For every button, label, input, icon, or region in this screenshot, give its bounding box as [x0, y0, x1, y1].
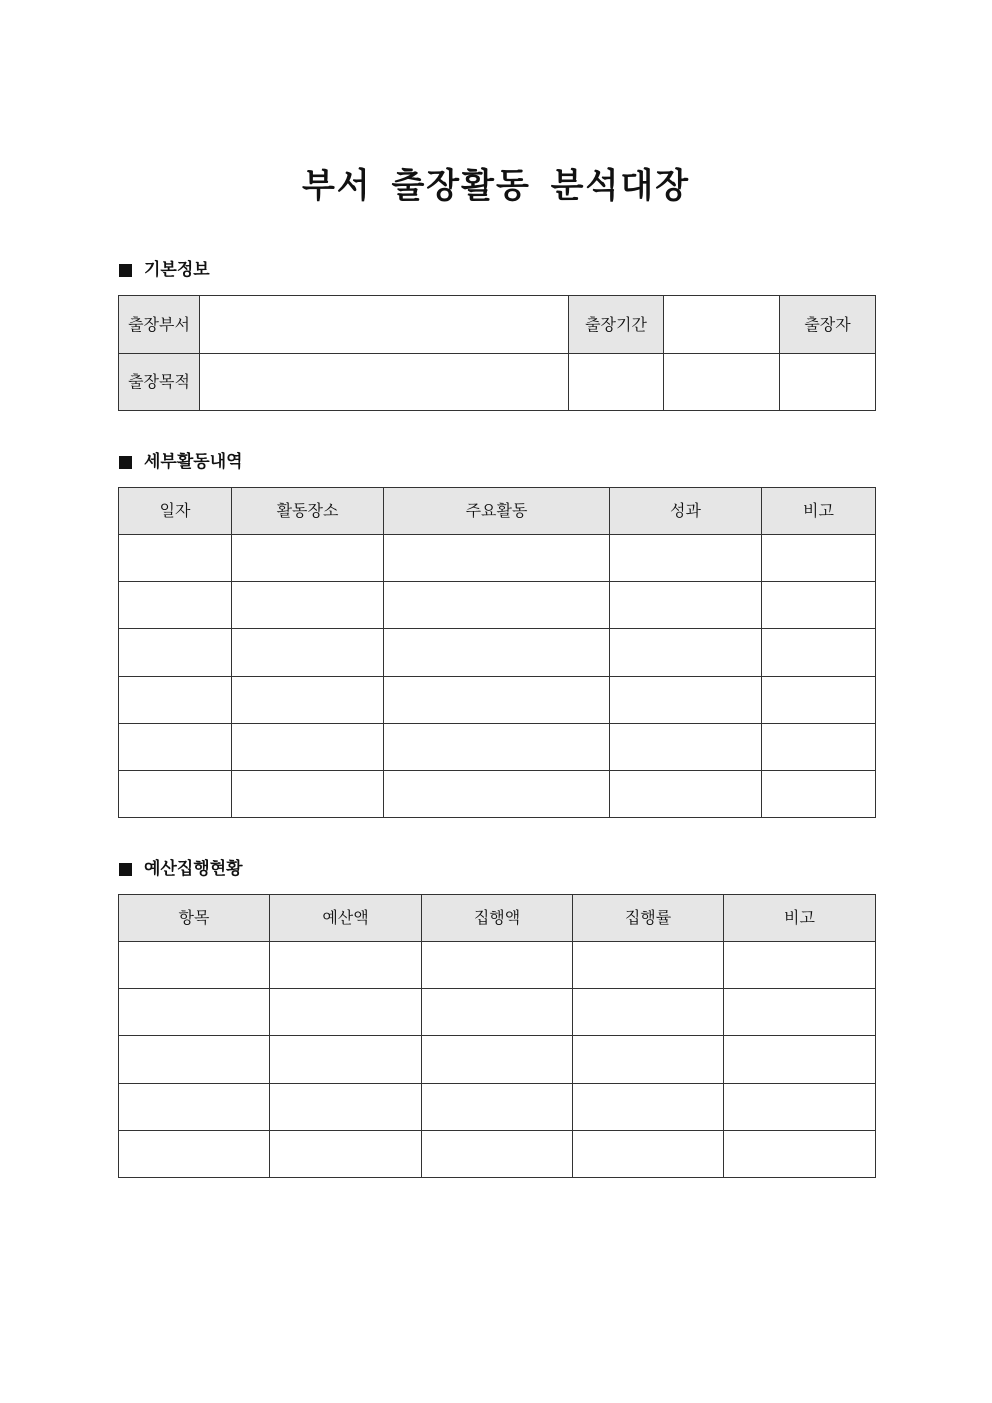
dept-label: 출장부서: [119, 296, 200, 354]
table-row: [119, 1084, 876, 1131]
main-activity-cell[interactable]: [384, 582, 610, 629]
main-activity-cell[interactable]: [384, 629, 610, 677]
remarks-cell[interactable]: [762, 771, 876, 818]
table-row: [119, 535, 876, 582]
location-cell[interactable]: [232, 724, 384, 771]
column-header-location: 활동장소: [232, 488, 384, 535]
budget-header-row: [119, 895, 876, 942]
result-cell[interactable]: [610, 629, 762, 677]
purpose-label: 출장목적: [119, 354, 200, 411]
executed-amount-cell[interactable]: [422, 1036, 573, 1084]
basic-info-heading: [119, 259, 210, 281]
basic-info-blank-cell[interactable]: [664, 354, 780, 411]
column-header-date: 일자: [119, 488, 232, 535]
basic-info-row-1: [119, 296, 876, 354]
budget-amount-cell[interactable]: [270, 1084, 422, 1131]
activities-heading: [119, 451, 243, 473]
remarks-cell[interactable]: [724, 989, 876, 1036]
item-cell[interactable]: [119, 1084, 270, 1131]
result-cell[interactable]: [610, 771, 762, 818]
date-cell[interactable]: [119, 771, 232, 818]
main-activity-cell[interactable]: [384, 677, 610, 724]
remarks-cell[interactable]: [724, 1131, 876, 1178]
execution-rate-cell[interactable]: [573, 1131, 724, 1178]
result-cell[interactable]: [610, 724, 762, 771]
executed-amount-cell[interactable]: [422, 1084, 573, 1131]
remarks-cell[interactable]: [724, 942, 876, 989]
table-row: [119, 989, 876, 1036]
executed-amount-cell[interactable]: [422, 942, 573, 989]
budget-heading-text: 예산집행현황: [144, 859, 243, 879]
execution-rate-cell[interactable]: [573, 1036, 724, 1084]
budget-amount-cell[interactable]: [270, 1036, 422, 1084]
remarks-cell[interactable]: [762, 535, 876, 582]
item-cell[interactable]: [119, 1131, 270, 1178]
location-cell[interactable]: [232, 582, 384, 629]
item-cell[interactable]: [119, 1036, 270, 1084]
main-activity-cell[interactable]: [384, 535, 610, 582]
activities-header-row: [119, 488, 876, 535]
budget-amount-cell[interactable]: [270, 942, 422, 989]
result-cell[interactable]: [610, 677, 762, 724]
execution-rate-cell[interactable]: [573, 1084, 724, 1131]
remarks-cell[interactable]: [762, 629, 876, 677]
table-row: [119, 942, 876, 989]
date-cell[interactable]: [119, 724, 232, 771]
remarks-cell[interactable]: [724, 1036, 876, 1084]
column-header-budget-amount: 예산액: [270, 895, 422, 942]
result-cell[interactable]: [610, 582, 762, 629]
main-activity-cell[interactable]: [384, 771, 610, 818]
budget-amount-cell[interactable]: [270, 1131, 422, 1178]
column-header-result: 성과: [610, 488, 762, 535]
column-header-remarks: 비고: [724, 895, 876, 942]
traveler-field[interactable]: [780, 354, 876, 411]
period-label: 출장기간: [569, 296, 664, 354]
basic-info-heading-text: 기본정보: [144, 260, 210, 280]
main-activity-cell[interactable]: [384, 724, 610, 771]
location-cell[interactable]: [232, 629, 384, 677]
column-header-executed-amount: 집행액: [422, 895, 573, 942]
square-bullet-icon: [119, 456, 132, 469]
remarks-cell[interactable]: [762, 724, 876, 771]
basic-info-row-2: [119, 354, 876, 411]
budget-amount-cell[interactable]: [270, 989, 422, 1036]
budget-table: [118, 894, 876, 1178]
table-row: [119, 677, 876, 724]
purpose-field[interactable]: [200, 354, 569, 411]
item-cell[interactable]: [119, 942, 270, 989]
executed-amount-cell[interactable]: [422, 989, 573, 1036]
execution-rate-cell[interactable]: [573, 942, 724, 989]
activities-table: [118, 487, 876, 818]
date-cell[interactable]: [119, 677, 232, 724]
date-cell[interactable]: [119, 582, 232, 629]
executed-amount-cell[interactable]: [422, 1131, 573, 1178]
date-cell[interactable]: [119, 535, 232, 582]
remarks-cell[interactable]: [762, 582, 876, 629]
table-row: [119, 1131, 876, 1178]
table-row: [119, 582, 876, 629]
column-header-remarks: 비고: [762, 488, 876, 535]
remarks-cell[interactable]: [762, 677, 876, 724]
location-cell[interactable]: [232, 771, 384, 818]
column-header-item: 항목: [119, 895, 270, 942]
date-cell[interactable]: [119, 629, 232, 677]
square-bullet-icon: [119, 863, 132, 876]
item-cell[interactable]: [119, 989, 270, 1036]
table-row: [119, 724, 876, 771]
basic-info-table: [118, 295, 876, 411]
location-cell[interactable]: [232, 535, 384, 582]
budget-heading: [119, 858, 243, 880]
table-row: [119, 1036, 876, 1084]
remarks-cell[interactable]: [724, 1084, 876, 1131]
column-header-main-activity: 주요활동: [384, 488, 610, 535]
document-title: 부서 출장활동 분석대장: [301, 166, 691, 206]
traveler-label: 출장자: [780, 296, 876, 354]
dept-field[interactable]: [200, 296, 569, 354]
basic-info-blank-cell[interactable]: [569, 354, 664, 411]
activities-heading-text: 세부활동내역: [144, 452, 243, 472]
location-cell[interactable]: [232, 677, 384, 724]
square-bullet-icon: [119, 264, 132, 277]
table-row: [119, 771, 876, 818]
period-field[interactable]: [664, 296, 780, 354]
result-cell[interactable]: [610, 535, 762, 582]
execution-rate-cell[interactable]: [573, 989, 724, 1036]
column-header-execution-rate: 집행률: [573, 895, 724, 942]
table-row: [119, 629, 876, 677]
